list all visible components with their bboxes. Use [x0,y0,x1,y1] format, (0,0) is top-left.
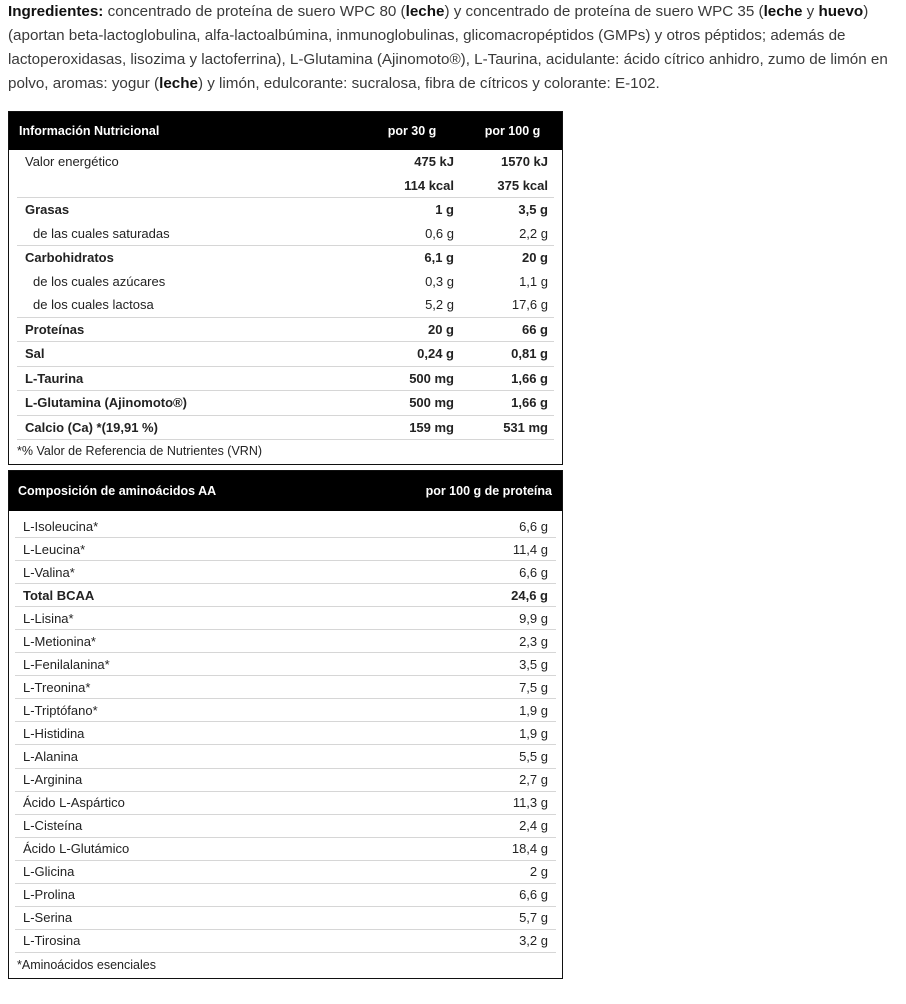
nutrition-row [17,270,554,294]
allergen-text: leche [159,75,198,92]
aminoacid-table [8,470,563,979]
nutrition-row [17,416,554,440]
aminoacid-name: L-Metionina* [23,633,96,649]
aminoacid-name: Ácido L-Aspártico [23,795,125,811]
value-per-100g: 2,2 g [519,225,548,241]
value-per-30g: 159 mg [409,419,454,435]
aminoacid-row [15,630,556,653]
nutrition-row [17,222,554,246]
ingredients-label: Ingredientes: [8,3,104,20]
aminoacid-value: 1,9 g [519,725,548,741]
nutrient-name: Sal [25,346,45,362]
aminoacid-row [15,538,556,561]
value-per-30g: 0,3 g [425,273,454,289]
value-per-100g: 1,66 g [511,370,548,386]
nutrition-row [17,293,554,317]
aminoacid-name: L-Leucina* [23,541,86,557]
aminoacid-row [15,699,556,722]
aminoacid-row [15,884,556,907]
aminoacid-value: 24,6 g [511,587,548,603]
value-per-100g: 66 g [521,321,548,337]
aminoacid-value: 3,2 g [519,933,548,949]
aminoacid-value: 2,7 g [519,772,548,788]
nutrition-row [17,318,554,342]
aminoacid-value: 5,7 g [519,910,548,926]
nutrition-table-body [17,150,554,440]
value-per-100g: 3,5 g [518,202,548,218]
aminoacid-row [15,930,556,953]
nutrient-name: Calcio (Ca) *(19,91 %) [25,419,158,435]
nutrient-name: Valor energético [25,154,119,170]
aminoacid-value: 5,5 g [519,748,548,764]
aminoacid-header-label: Composición de aminoácidos AA [18,484,217,498]
nutrition-row [17,174,554,198]
aminoacid-value: 3,5 g [519,656,548,672]
ingredient-text: y [802,3,819,20]
nutrition-table-header [9,112,562,150]
nutrition-row-group [17,198,554,246]
aminoacid-name: L-Glicina [23,864,75,880]
aminoacid-table-body [15,515,556,953]
aminoacid-name: L-Triptófano* [23,702,98,718]
aminoacid-row [15,907,556,930]
nutrition-row-group [17,416,554,441]
aminoacid-name: L-Prolina [23,887,76,903]
value-per-30g: 0,6 g [425,225,454,241]
aminoacid-name: L-Serina [23,910,73,926]
aminoacid-name: L-Arginina [23,772,83,788]
aminoacid-value: 6,6 g [519,887,548,903]
aminoacid-name: Total BCAA [23,587,95,603]
nutrition-row-group [17,318,554,343]
aminoacid-value: 11,4 g [512,541,548,557]
nutrient-name: Proteínas [25,321,85,337]
aminoacid-value: 9,9 g [519,610,548,626]
aminoacid-value: 2,3 g [519,633,548,649]
aminoacid-row [15,745,556,768]
aminoacid-footnote: *Aminoácidos esenciales [17,957,156,972]
nutrition-row-group [17,367,554,392]
nutrition-table [8,111,563,465]
value-per-100g: 17,6 g [511,297,548,313]
value-per-30g: 20 g [427,321,454,337]
aminoacid-value: 11,3 g [512,795,548,811]
nutrition-header-per-100g: por 100 g [484,124,541,138]
aminoacid-name: L-Alanina [23,748,78,764]
nutrient-name: de los cuales lactosa [33,297,154,313]
value-per-100g: 1570 kJ [501,154,548,170]
nutrition-header-label: Información Nutricional [19,124,160,138]
aminoacid-row [15,676,556,699]
value-per-100g: 1,1 g [519,273,548,289]
nutrition-row-group [17,150,554,198]
aminoacid-name: L-Fenilalanina* [23,656,110,672]
aminoacid-row [15,769,556,792]
aminoacid-row [15,607,556,630]
nutrient-name: Carbohidratos [25,250,114,266]
allergen-text: leche [405,3,445,20]
nutrition-row-group [17,391,554,416]
value-per-100g: 531 mg [503,419,548,435]
value-per-30g: 5,2 g [425,297,454,313]
aminoacid-name: L-Lisina* [23,610,74,626]
ingredient-text: ) y limón, edulcorante: sucralosa, fibra de cítricos y colorante: E-102. [197,75,660,92]
aminoacid-row [15,722,556,745]
aminoacid-row [15,515,556,538]
value-per-30g: 1 g [435,202,454,218]
ingredient-text: ) y concentrado de proteína de suero WPC 35 ( [444,3,764,20]
nutrition-row-group [17,246,554,318]
aminoacid-row [15,561,556,584]
value-per-30g: 475 kJ [414,154,454,170]
value-per-30g: 0,24 g [417,346,454,362]
aminoacid-row [15,584,556,607]
ingredients-paragraph [8,0,900,96]
aminoacid-row [15,815,556,838]
aminoacid-value: 2,4 g [519,818,548,834]
ingredient-text: concentrado de proteína de suero WPC 80 ( [103,3,406,20]
nutrition-header-per-30g: por 30 g [387,124,437,138]
aminoacid-row [15,838,556,861]
nutrition-row [17,367,554,391]
aminoacid-name: L-Cisteína [23,818,83,834]
value-per-100g: 20 g [521,250,548,266]
value-per-30g: 500 mg [409,370,454,386]
allergen-text: huevo [818,3,864,20]
nutrition-row [17,246,554,270]
aminoacid-row [15,653,556,676]
aminoacid-name: L-Histidina [23,725,85,741]
nutrition-row [17,150,554,174]
value-per-30g: 500 mg [409,395,454,411]
nutrient-name: de las cuales saturadas [33,225,170,241]
value-per-100g: 0,81 g [511,346,548,362]
nutrient-name: L-Taurina [25,370,84,386]
ingredient-text: ) (aportan beta-lactoglobulina, alfa-lactoalbúmina, inmunoglobulinas, glicomacropéptidos (GMPs) y otros péptidos; además de lactoperoxidasas, lisozima y lactoferrina), L-Glutamina (Ajinomoto®), L-Taurina, acidulante: ácido cítrico anhidro, zumo de limón en polvo, aromas: yogur ( [8,3,888,92]
value-per-30g: 6,1 g [424,250,454,266]
aminoacid-row [15,861,556,884]
aminoacid-header-per-100g: por 100 g de proteína [425,484,552,498]
aminoacid-table-header [9,471,562,511]
aminoacid-value: 1,9 g [519,702,548,718]
nutrient-name: Grasas [25,202,70,218]
aminoacid-value: 7,5 g [519,679,548,695]
value-per-100g: 375 kcal [497,177,548,193]
nutrition-row [17,342,554,366]
aminoacid-row [15,792,556,815]
aminoacid-name: L-Valina* [23,564,75,580]
aminoacid-value: 18,4 g [511,841,548,857]
aminoacid-name: L-Treonina* [23,679,91,695]
aminoacid-name: Ácido L-Glutámico [23,841,130,857]
nutrient-name: L-Glutamina (Ajinomoto®) [25,395,187,411]
aminoacid-value: 6,6 g [519,564,548,580]
aminoacid-name: L-Tirosina [23,933,81,949]
value-per-30g: 114 kcal [404,177,454,193]
nutrition-row-group [17,342,554,367]
nutrition-row [17,198,554,222]
nutrition-footnote: *% Valor de Referencia de Nutrientes (VRN) [17,444,263,458]
aminoacid-value: 6,6 g [519,518,548,534]
value-per-100g: 1,66 g [511,395,548,411]
aminoacid-name: L-Isoleucina* [23,518,99,534]
nutrient-name: de los cuales azúcares [33,273,166,289]
ingredients-text [8,3,888,92]
nutrition-row [17,391,554,415]
aminoacid-value: 2 g [529,864,548,880]
allergen-text: leche [763,3,803,20]
